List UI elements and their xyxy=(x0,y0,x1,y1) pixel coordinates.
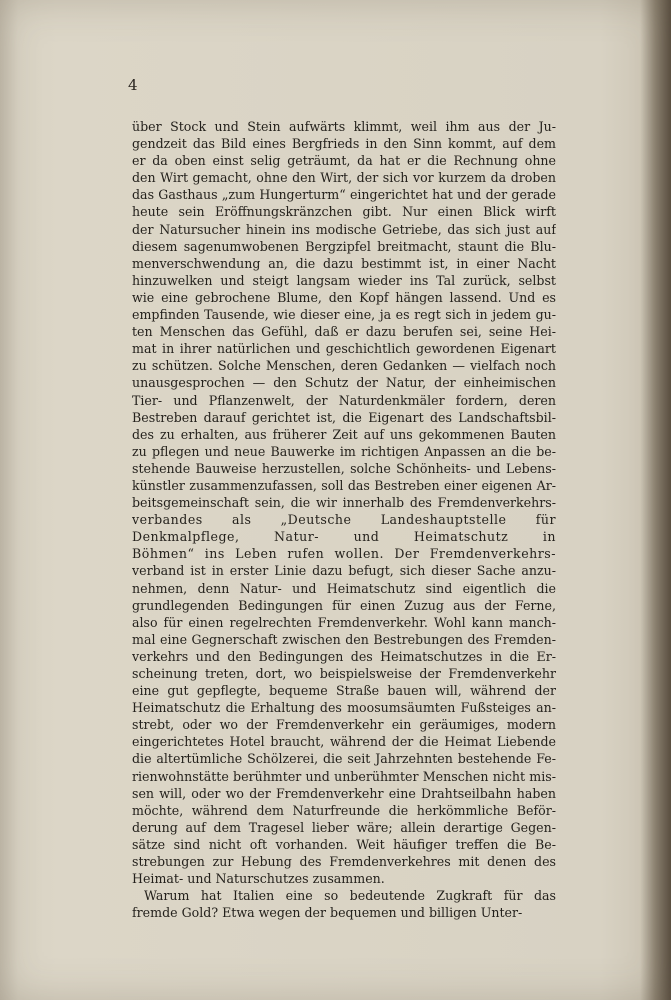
text-line: hinzuwelken und steigt langsam wieder ins Tal zurück, selbst xyxy=(132,272,556,288)
text-line: diesem sagenumwobenen Bergzipfel breitmacht, staunt die Blu- xyxy=(132,238,556,254)
text-line: Denkmalpflege, Natur- und Heimatschutz in xyxy=(132,529,556,545)
text-line: sen will, oder wo der Fremdenverkehr eine Drahtseilbahn haben xyxy=(132,785,556,801)
text-line: mal eine Gegnerschaft zwischen den Bestrebungen des Fremden- xyxy=(132,631,556,647)
text-line: stehende Bauweise herzustellen, solche Schönheits- und Lebens- xyxy=(132,460,556,476)
text-line: Bestreben darauf gerichtet ist, die Eigenart des Landschaftsbil- xyxy=(132,409,556,425)
text-line: scheinung treten, dort, wo beispielsweise der Fremdenverkehr xyxy=(132,666,556,681)
text-line: strebt, oder wo der Fremdenverkehr ein geräumiges, modern xyxy=(132,717,556,733)
text-line: gendzeit das Bild eines Bergfrieds in den Sinn kommt, auf dem xyxy=(132,136,556,152)
text-line: die altertümliche Schölzerei, die seit Jahrzehnten bestehende Fe- xyxy=(132,751,556,767)
text-line: verband ist in erster Linie dazu befugt, sich dieser Sache anzu- xyxy=(132,563,556,579)
text-line: strebungen zur Hebung des Fremdenverkehres mit denen des xyxy=(132,854,556,870)
text-line: menverschwendung an, die dazu bestimmt ist, in einer Nacht xyxy=(132,255,556,271)
text-line: verbandes als „Deutsche Landeshauptstelle für xyxy=(132,512,556,528)
text-line: eingerichtetes Hotel braucht, während der die Heimat Liebende xyxy=(132,734,556,750)
text-line: rienwohnstätte berühmter und unberühmter Menschen nicht mis- xyxy=(132,768,556,784)
text-line: Heimatschutz die Erhaltung des moosumsäumten Fußsteiges an- xyxy=(132,700,556,716)
text-line: möchte, während dem Naturfreunde die herkömmliche Beför- xyxy=(132,802,556,818)
text-line: eine gut gepflegte, bequeme Straße bauen will, während der xyxy=(132,683,556,699)
text-line: Heimat- und Naturschutzes zusammen. xyxy=(132,871,385,887)
page-number: 4 xyxy=(128,76,138,94)
text-line: unausgesprochen — den Schutz der Natur, der einheimischen xyxy=(132,375,556,391)
text-line: empfinden Tausende, wie dieser eine, ja es regt sich in jedem gu- xyxy=(132,307,556,323)
text-line: der Natursucher hinein ins modische Getriebe, das sich just auf xyxy=(132,221,556,237)
text-line: grundlegenden Bedingungen für einen Zuzug aus der Ferne, xyxy=(132,597,556,613)
text-line: Tier- und Pflanzenwelt, der Naturdenkmäler fordern, deren xyxy=(132,392,556,408)
text-line: Warum hat Italien eine so bedeutende Zugkraft für das xyxy=(144,888,556,904)
text-line: wie eine gebrochene Blume, den Kopf hängen lassend. Und es xyxy=(132,289,556,305)
text-line: verkehrs und den Bedingungen des Heimatschutzes in die Er- xyxy=(132,648,556,664)
text-line: über Stock und Stein aufwärts klimmt, weil ihm aus der Ju- xyxy=(132,119,556,134)
text-line: er da oben einst selig geträumt, da hat er die Rechnung ohne xyxy=(132,153,556,169)
text-line: das Gasthaus „zum Hungerturm“ eingerichtet hat und der gerade xyxy=(132,187,556,203)
text-line: derung auf dem Tragesel lieber wäre; allein derartige Gegen- xyxy=(132,819,556,835)
text-line: des zu erhalten, aus früherer Zeit auf uns gekommenen Bauten xyxy=(132,426,556,442)
text-line: zu schützen. Solche Menschen, deren Gedanken — vielfach noch xyxy=(132,358,556,374)
text-line: nehmen, denn Natur- und Heimatschutz sind eigentlich die xyxy=(132,580,556,596)
text-line: beitsgemeinschaft sein, die wir innerhalb des Fremdenverkehrs- xyxy=(132,495,556,511)
text-line: den Wirt gemacht, ohne den Wirt, der sich vor kurzem da droben xyxy=(132,170,556,186)
text-line: ten Menschen das Gefühl, daß er dazu berufen sei, seine Hei- xyxy=(132,324,556,340)
text-line: fremde Gold? Etwa wegen der bequemen und billigen Unter- xyxy=(132,905,523,921)
text-line: heute sein Eröffnungskränzchen gibt. Nur einen Blick wirft xyxy=(132,204,556,220)
text-line: sätze sind nicht oft vorhanden. Weit häufiger treffen die Be- xyxy=(132,836,556,852)
text-line: künstler zusammenzufassen, soll das Bestreben einer eigenen Ar- xyxy=(132,477,556,493)
text-line: Böhmen“ ins Leben rufen wollen. Der Fremdenverkehrs- xyxy=(132,546,556,562)
text-line: mat in ihrer natürlichen und geschichtlich gewordenen Eigenart xyxy=(132,341,556,357)
text-line: zu pflegen und neue Bauwerke im richtigen Anpassen an die be- xyxy=(132,443,556,459)
body-text xyxy=(132,118,556,921)
text-line: also für einen regelrechten Fremdenverkehr. Wohl kann manch- xyxy=(132,614,556,630)
